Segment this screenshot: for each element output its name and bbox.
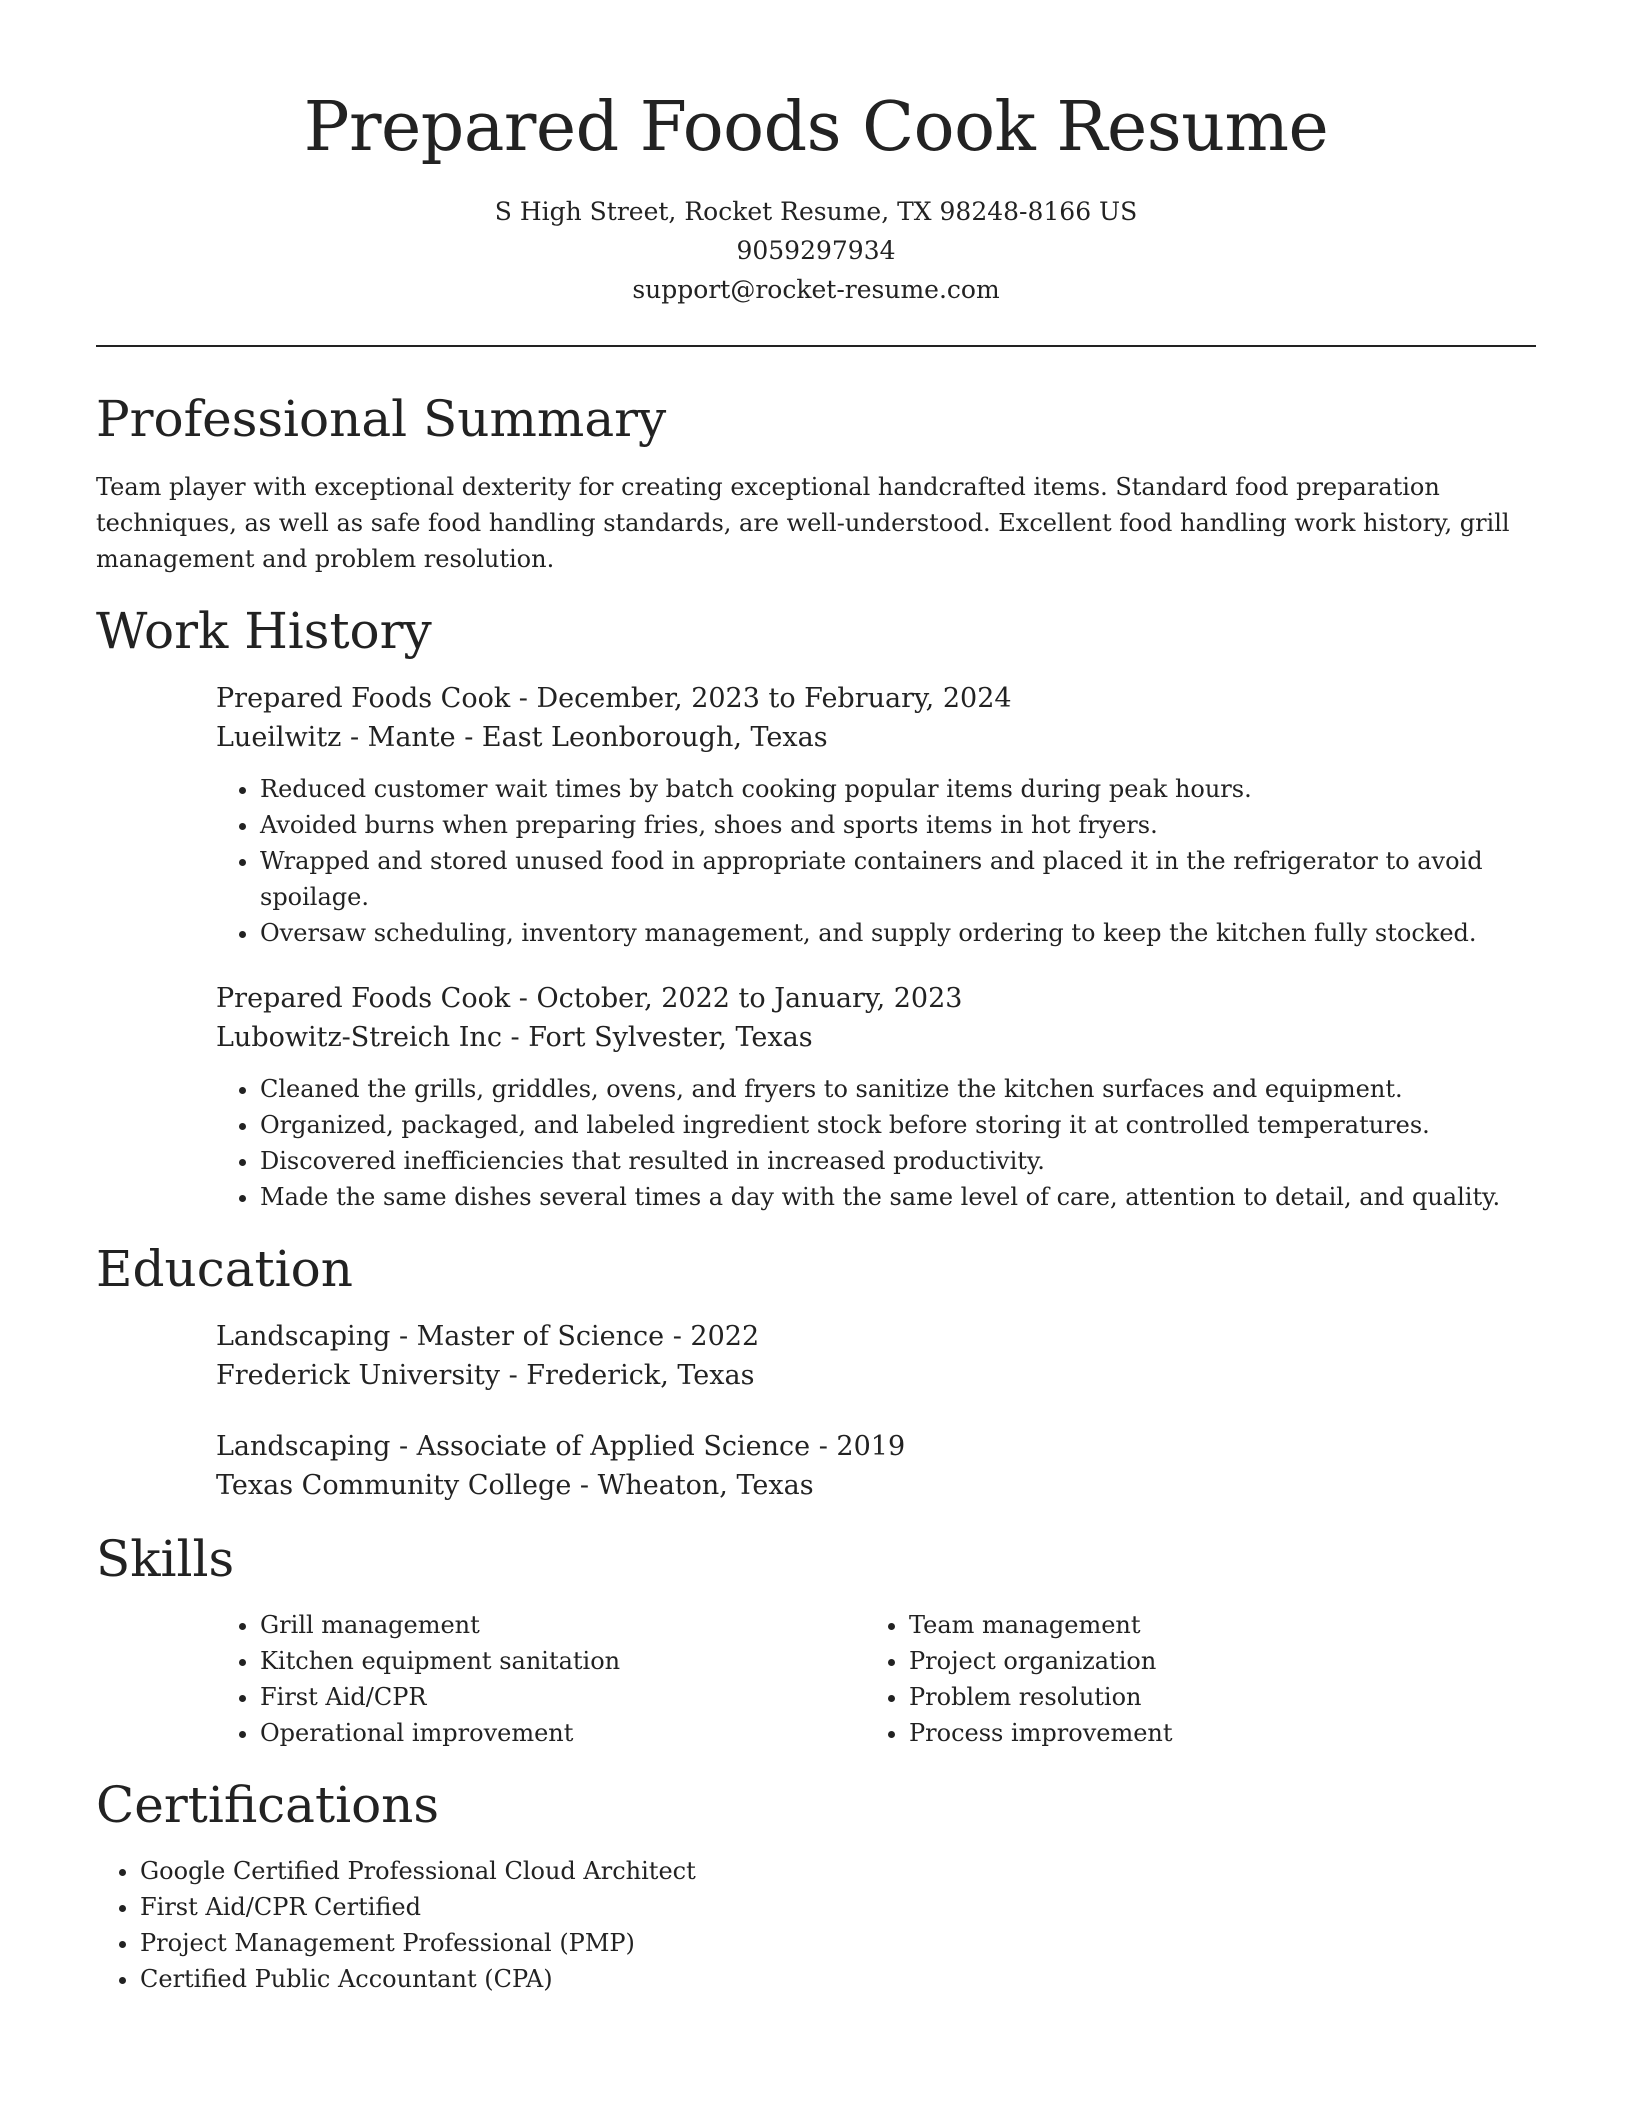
contact-phone: 9059297934 xyxy=(736,236,896,265)
skills-section xyxy=(96,1527,1536,1751)
school-line xyxy=(216,1466,1536,1505)
skill-item: • Project organization xyxy=(909,1643,1514,1679)
skills-heading: Skills xyxy=(96,1530,235,1588)
job-bullet: • Made the same dishes several times a day with the same level of care, attention to detail, and quality. xyxy=(260,1179,1536,1215)
education-section xyxy=(96,1237,1536,1505)
job-company: Lueilwitz - Mante xyxy=(216,722,456,753)
school-location: - Frederick, Texas xyxy=(500,1360,755,1391)
certification-item: • Certified Public Accountant (CPA) xyxy=(140,1961,1536,1997)
school-line xyxy=(216,1356,1536,1395)
summary-text: Team player with exceptional dexterity for creating exceptional handcrafted items. Standard food preparation techniques, as well as safe food handling standards, are well-understood. Excellent food handling work history, grill management and problem resolution. xyxy=(96,473,1510,573)
job-title-line xyxy=(216,679,1536,718)
certifications-heading: Certifications xyxy=(96,1776,440,1834)
degree: Landscaping - Associate of Applied Science xyxy=(216,1431,811,1462)
resume-title: Prepared Foods Cook Resume xyxy=(303,88,1329,167)
education-heading: Education xyxy=(96,1240,353,1298)
certifications-section xyxy=(96,1773,1536,1997)
skills-list-right xyxy=(865,1607,1514,1751)
skill-item: • First Aid/CPR xyxy=(260,1679,865,1715)
job-bullet: • Reduced customer wait times by batch cooking popular items during peak hours. xyxy=(260,771,1536,807)
job-bullet: • Wrapped and stored unused food in appropriate containers and placed it in the refrigerator to avoid spoilage. xyxy=(260,843,1536,915)
skills-grid xyxy=(216,1607,1536,1751)
degree: Landscaping - Master of Science xyxy=(216,1321,665,1352)
summary-section xyxy=(96,387,1536,577)
job-title: Prepared Foods Cook xyxy=(216,983,511,1014)
degree-year: - 2019 xyxy=(810,1431,906,1462)
skill-item: • Team management xyxy=(909,1607,1514,1643)
job-entry xyxy=(216,979,1536,1215)
school-name: Frederick University xyxy=(216,1360,501,1391)
job-location: - East Leonborough, Texas xyxy=(455,722,828,753)
certification-item: • Google Certified Professional Cloud Architect xyxy=(140,1853,1536,1889)
job-dates: - December, 2023 to February, 2024 xyxy=(510,683,1012,714)
school-name: Texas Community College xyxy=(216,1470,572,1501)
degree-line xyxy=(216,1427,1536,1466)
certification-item: • First Aid/CPR Certified xyxy=(140,1889,1536,1925)
work-history-heading: Work History xyxy=(96,602,432,660)
summary-heading: Professional Summary xyxy=(96,390,667,448)
degree-line xyxy=(216,1317,1536,1356)
school-location: - Wheaton, Texas xyxy=(571,1470,814,1501)
work-history-section xyxy=(96,599,1536,1215)
certifications-list xyxy=(96,1853,1536,1997)
certification-item: • Project Management Professional (PMP) xyxy=(140,1925,1536,1961)
job-bullet: • Organized, packaged, and labeled ingredient stock before storing it at controlled temperatures. xyxy=(260,1107,1536,1143)
education-entry xyxy=(216,1317,1536,1395)
job-company-line xyxy=(216,1018,1536,1057)
job-title: Prepared Foods Cook xyxy=(216,683,511,714)
job-bullets xyxy=(216,771,1536,951)
job-bullets xyxy=(216,1071,1536,1215)
skill-item: • Grill management xyxy=(260,1607,865,1643)
job-entry xyxy=(216,679,1536,951)
degree-year: - 2022 xyxy=(664,1321,760,1352)
job-company-line xyxy=(216,718,1536,757)
job-bullet: • Discovered inefficiencies that resulted in increased productivity. xyxy=(260,1143,1536,1179)
education-entry xyxy=(216,1427,1536,1505)
resume-header xyxy=(0,0,1632,309)
skill-item: • Kitchen equipment sanitation xyxy=(260,1643,865,1679)
header-divider xyxy=(96,345,1536,347)
skills-list-left xyxy=(216,1607,865,1751)
job-dates: - October, 2022 to January, 2023 xyxy=(510,983,963,1014)
contact-block xyxy=(0,192,1632,309)
contact-email: support@rocket-resume.com xyxy=(632,275,1000,304)
skill-item: • Problem resolution xyxy=(909,1679,1514,1715)
job-location: - Fort Sylvester, Texas xyxy=(501,1022,813,1053)
contact-address: S High Street, Rocket Resume, TX 98248-8166 US xyxy=(494,197,1138,226)
skill-item: • Process improvement xyxy=(909,1715,1514,1751)
skill-item: • Operational improvement xyxy=(260,1715,865,1751)
job-company: Lubowitz-Streich Inc xyxy=(216,1022,502,1053)
job-bullet: • Avoided burns when preparing fries, shoes and sports items in hot fryers. xyxy=(260,807,1536,843)
job-title-line xyxy=(216,979,1536,1018)
job-bullet: • Cleaned the grills, griddles, ovens, and fryers to sanitize the kitchen surfaces and equipment. xyxy=(260,1071,1536,1107)
job-bullet: • Oversaw scheduling, inventory management, and supply ordering to keep the kitchen fully stocked. xyxy=(260,915,1536,951)
